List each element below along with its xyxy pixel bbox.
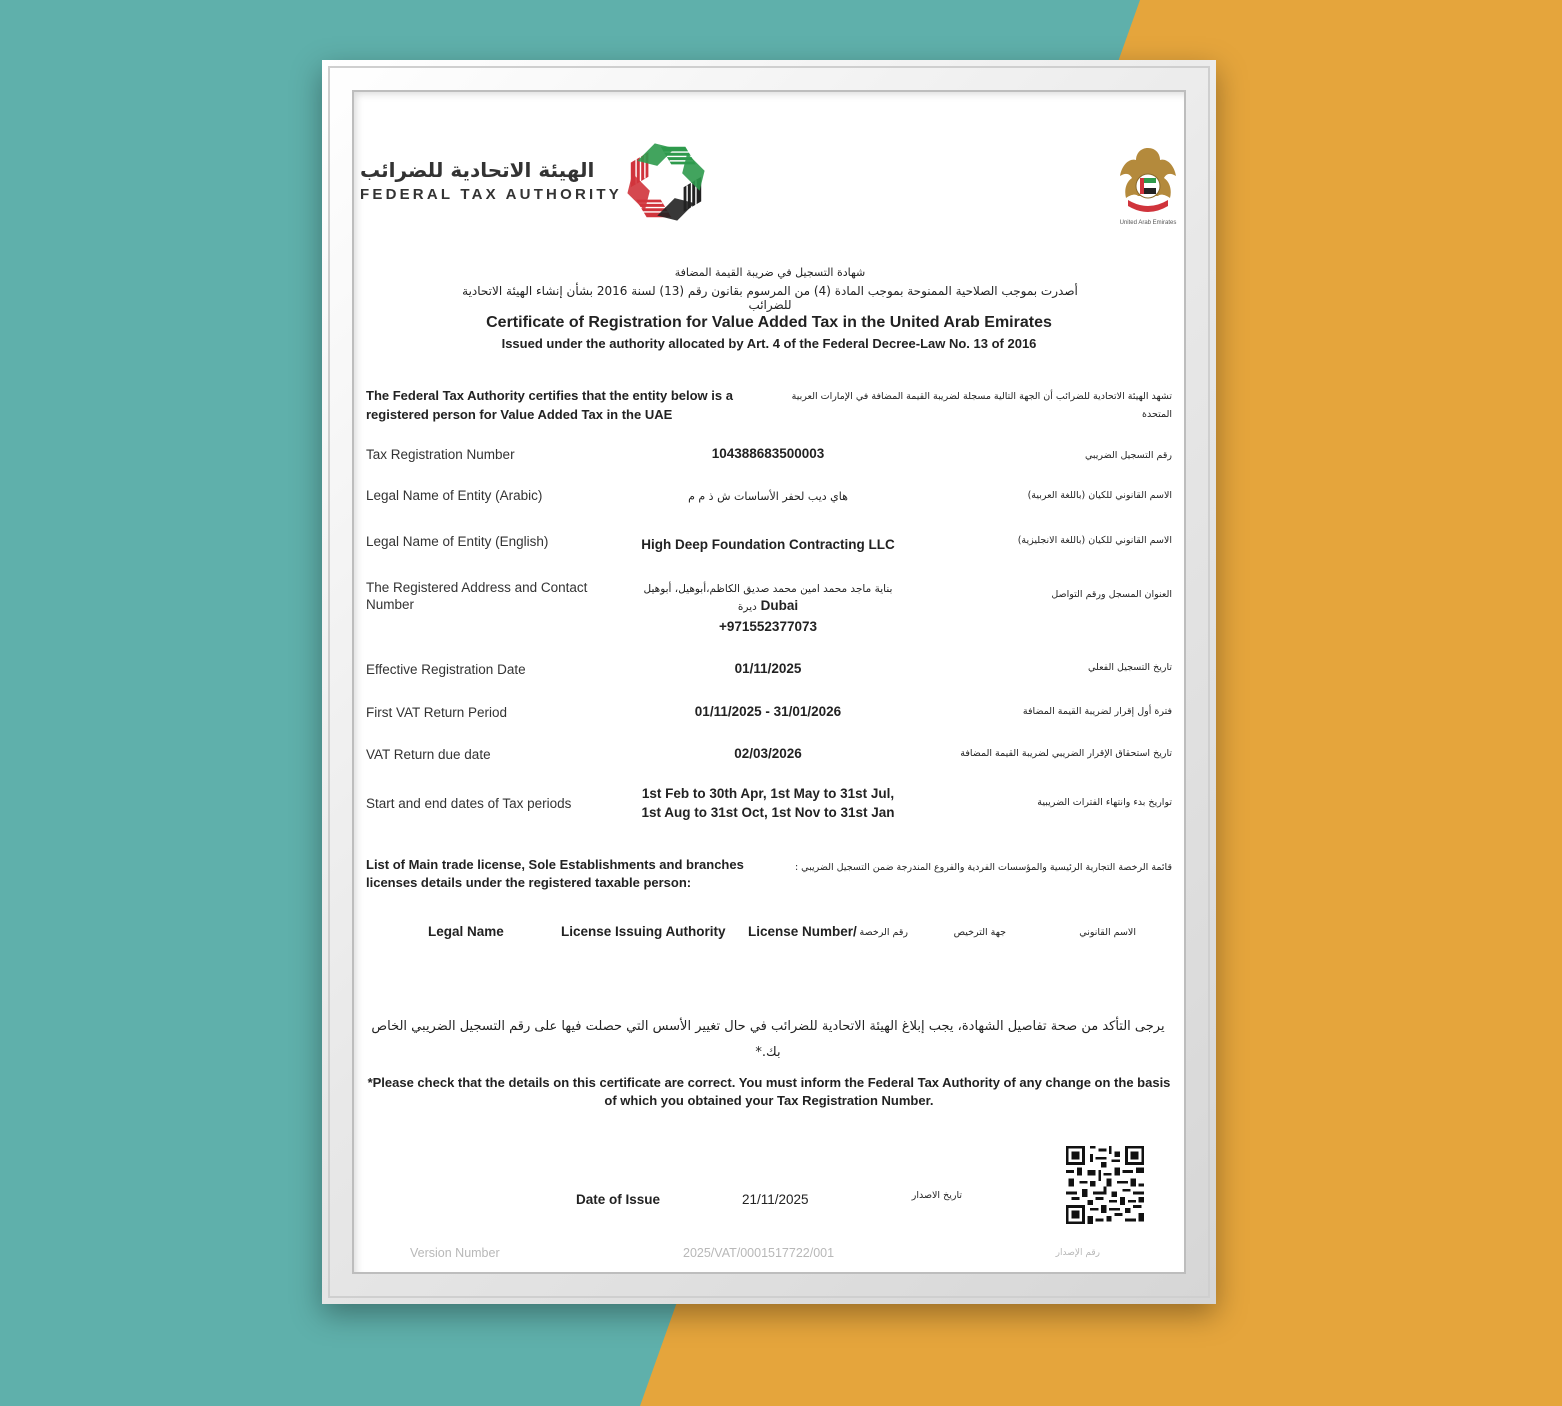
address-city: Dubai xyxy=(760,598,799,613)
tax-periods-label: Start and end dates of Tax periods xyxy=(366,796,572,811)
certificate-subtitle: Issued under the authority allocated by Art. 4 of the Federal Decree-Law No. 13 of 2016 xyxy=(501,336,1037,351)
certifies-statement-arabic: تشهد الهيئة الاتحادية للضرائب أن الجهة التالية مسجلة لضريبة القيمة المضافة في الإمارات العربية المتحدة xyxy=(791,391,1172,420)
legal-name-arabic-label: Legal Name of Entity (Arabic) xyxy=(366,488,543,503)
first-period-value: 01/11/2025 - 31/01/2026 xyxy=(694,704,842,719)
effective-date-label-arabic: تاريخ التسجيل الفعلي xyxy=(1088,662,1172,673)
fta-name-english: FEDERAL TAX AUTHORITY xyxy=(360,186,622,203)
due-date-value: 02/03/2026 xyxy=(734,746,802,761)
legal-name-english-value: High Deep Foundation Contracting LLC xyxy=(641,537,895,552)
version-number-label: Version Number xyxy=(410,1246,500,1260)
version-number-value: 2025/VAT/0001517722/001 xyxy=(683,1246,835,1260)
address-phone: +971552377073 xyxy=(719,619,817,634)
date-of-issue-value: 21/11/2025 xyxy=(742,1192,809,1207)
due-date-label: VAT Return due date xyxy=(366,747,491,762)
date-of-issue-label: Date of Issue xyxy=(576,1192,661,1207)
effective-date-label: Effective Registration Date xyxy=(366,662,526,677)
tax-periods-line1: 1st Feb to 30th Apr, 1st May to 31st Jul, xyxy=(641,786,895,801)
fta-logo-icon xyxy=(622,138,710,226)
licenses-heading-arabic: قائمة الرخصة التجارية الرئيسية والمؤسسات الفردية والفروع المندرجة ضمن التسجيل الضريبي : xyxy=(794,862,1172,873)
tax-periods-label-arabic: تواريخ بدء وانتهاء الفترات الضريبية xyxy=(1037,797,1172,808)
notice-english: *Please check that the details on this certificate are correct. You must inform the Federal Tax Authority of any change on the basis of which you obtained your Tax Registration Number. xyxy=(367,1075,1171,1108)
column-legal-name: Legal Name xyxy=(428,924,504,939)
column-license-number-arabic: رقم الرخصة xyxy=(859,927,908,938)
first-period-label: First VAT Return Period xyxy=(366,705,508,720)
column-license-number: License Number/ xyxy=(748,924,857,939)
trn-label-arabic: رقم التسجيل الضريبي xyxy=(1084,450,1172,461)
address-value-arabic: بناية ماجد محمد امين محمد صديق الكاظم،أبوهيل، أبوهيل xyxy=(643,583,893,595)
due-date-label-arabic: تاريخ استحقاق الإقرار الضريبي لضريبة القيمة المضافة xyxy=(960,748,1172,759)
certifies-statement: The Federal Tax Authority certifies that the entity below is a registered person for Value Added Tax in the UAE xyxy=(366,388,733,422)
legal-name-english-label-arabic: الاسم القانوني للكيان (باللغة الانجليزية) xyxy=(1017,535,1172,546)
title-arabic: شهادة التسجيل في ضريبة القيمة المضافة xyxy=(674,266,866,279)
version-number-label-arabic: رقم الإصدار xyxy=(1055,1248,1100,1258)
tax-periods-line2: 1st Aug to 31st Oct, 1st Nov to 31st Jan xyxy=(641,805,895,820)
address-value-arabic-2: ديرة xyxy=(737,601,757,613)
date-of-issue-label-arabic: تاريخ الاصدار xyxy=(911,1190,962,1201)
column-legal-name-arabic: الاسم القانوني xyxy=(1079,927,1136,938)
notice-arabic: يرجى التأكد من صحة تفاصيل الشهادة، يجب إبلاغ الهيئة الاتحادية للضرائب في حال تغيير الأسس التي حصلت فيها على رقم التسجيل الضريبي الخاص بك.* xyxy=(371,1019,1165,1060)
qr-code-icon xyxy=(1066,1146,1144,1224)
address-city-line xyxy=(618,596,918,617)
column-license-authority-arabic: جهة الترخيص xyxy=(953,927,1006,938)
uae-emblem-icon xyxy=(1116,142,1180,222)
address-label: The Registered Address and Contact Number xyxy=(366,580,588,612)
emblem-caption: United Arab Emirates xyxy=(1119,220,1177,226)
legal-name-arabic-label-arabic: الاسم القانوني للكيان (باللغة العربية) xyxy=(1027,490,1172,501)
effective-date-value: 01/11/2025 xyxy=(734,661,802,676)
legal-name-english-label: Legal Name of Entity (English) xyxy=(366,534,549,549)
column-license-authority: License Issuing Authority xyxy=(561,924,726,939)
first-period-label-arabic: فترة أول إقرار لضريبة القيمة المضافة xyxy=(1022,706,1172,717)
trn-label: Tax Registration Number xyxy=(366,447,515,462)
certificate-title: Certificate of Registration for Value Added Tax in the United Arab Emirates xyxy=(486,314,1052,331)
fta-name-arabic: الهيئة الاتحادية للضرائب xyxy=(360,158,595,182)
address-label-arabic: العنوان المسجل ورقم التواصل xyxy=(1051,589,1172,600)
legal-name-arabic-value: هاي ديب لحفر الأساسات ش ذ م م xyxy=(688,490,848,503)
subtitle-arabic: أصدرت بموجب الصلاحية الممنوحة بموجب المادة (4) من المرسوم بقانون رقم (13) لسنة 2016 بشأن إنشاء الهيئة الاتحادية للضرائب xyxy=(462,284,1078,312)
trn-value: 104388683500003 xyxy=(711,446,825,461)
licenses-heading: List of Main trade license, Sole Establishments and branches licenses details under the registered taxable person: xyxy=(366,857,744,890)
